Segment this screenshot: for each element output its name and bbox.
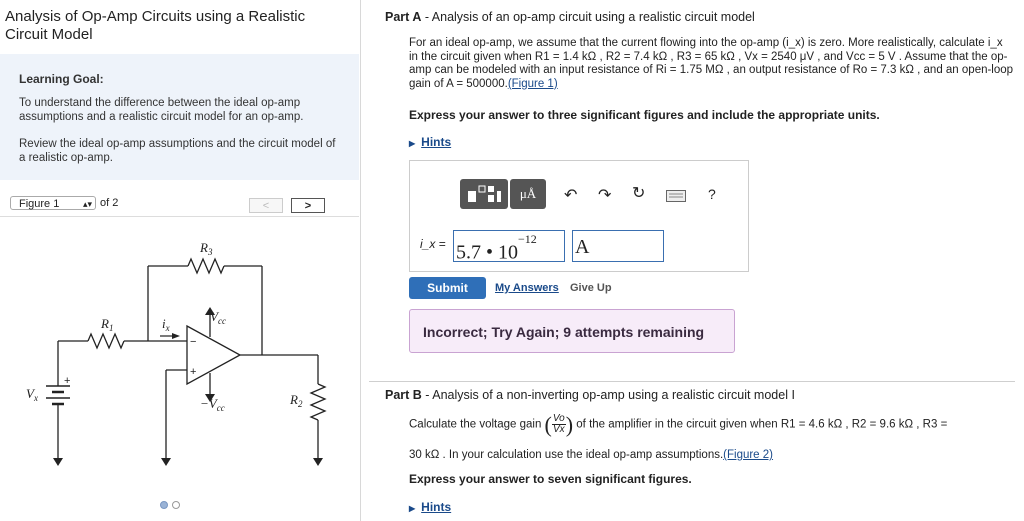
- prev-figure-button[interactable]: <: [249, 198, 283, 213]
- feedback-message: Incorrect; Try Again; 9 attempts remaining: [409, 309, 735, 353]
- figure-divider: [0, 216, 359, 217]
- learning-goal-text: To understand the difference between the ideal op-amp assumptions and a realistic circuit model for an op-amp.: [19, 97, 304, 123]
- redo-icon[interactable]: ↷: [598, 187, 612, 204]
- part-divider: [369, 381, 1015, 382]
- my-answers-link[interactable]: My Answers: [495, 282, 559, 294]
- part-b-title: Part B - Analysis of a non-inverting op-amp using a realistic circuit model I: [385, 388, 795, 402]
- part-a-hints-link[interactable]: Hints: [421, 135, 452, 149]
- circuit-diagram: [0, 218, 359, 488]
- figure-1-link[interactable]: (Figure 1): [507, 77, 558, 90]
- figure-select[interactable]: [10, 196, 96, 210]
- part-b-problem-text-2: 30 kΩ . In your calculation use the ideal op-amp assumptions.(Figure 2): [409, 449, 774, 461]
- answer-value-input[interactable]: 5.7 • $10^{-12}$: [453, 230, 565, 262]
- page-dot-2[interactable]: [172, 501, 180, 509]
- part-b-instruction: Express your answer to seven significant figures.: [409, 472, 692, 486]
- answer-units-input[interactable]: A: [572, 230, 664, 262]
- templates-icon: [460, 179, 508, 209]
- part-a-problem-text: For an ideal op-amp, we assume that the current flowing into the op-amp (i_x) is zero. More realistically, calculate i_x in the circuit given when R1 = 1.4 kΩ , R2 = 7.4 kΩ , R3 = 65 kΩ , Vx = 2540 μV , and Vcc = 5 V . Assume that the op-amp can be modeled with an input resistance of Ri = 1.75 MΩ , an output resistance of Ro = 7.3 kΩ , and an open-loop gain of A = 500000.(Figure 1): [409, 37, 1014, 90]
- answer-box: [409, 160, 749, 272]
- expand-triangle-icon: ▶: [409, 504, 416, 513]
- r3-label: $R_3$: [200, 240, 213, 257]
- ix-label: $i_x$: [162, 316, 170, 333]
- figure-pager: [160, 496, 184, 514]
- r1-label: $R_1$: [101, 316, 114, 333]
- learning-goal-heading: Learning Goal:: [19, 72, 104, 86]
- part-b-problem-text: Calculate the voltage gain ( $\frac{Vo}{Vx}$) of the amplifier in the circuit given when R1 = 4.6 kΩ , R2 = 9.6 kΩ , R3 =: [409, 411, 948, 437]
- part-a-hints[interactable]: [409, 135, 451, 149]
- page-title: Analysis of Op-Amp Circuits using a Realistic Circuit Model: [5, 8, 306, 43]
- figure-select-value: Figure 1: [19, 198, 60, 210]
- select-arrows-icon: ▴▾: [82, 199, 92, 209]
- battery-plus: +: [64, 375, 71, 387]
- page-dot-1[interactable]: [160, 501, 168, 509]
- vx-label: $V_x$: [26, 386, 38, 403]
- undo-icon[interactable]: ↶: [564, 187, 578, 204]
- give-up-link[interactable]: Give Up: [570, 282, 612, 294]
- figure-count: of 2: [100, 197, 119, 209]
- expand-triangle-icon: ▶: [409, 139, 416, 148]
- submit-button[interactable]: Submit: [409, 277, 486, 299]
- left-panel: [0, 0, 361, 521]
- part-a-instruction: Express your answer to three significant figures and include the appropriate units.: [409, 108, 880, 122]
- main-content: [361, 0, 1024, 521]
- r2-label: $R_2$: [290, 392, 303, 409]
- vcc-label: $V_{cc}$: [210, 309, 226, 326]
- opamp-minus: −: [190, 336, 197, 348]
- next-figure-button[interactable]: >: [291, 198, 325, 213]
- reset-icon[interactable]: ↻: [632, 185, 646, 202]
- answer-variable-label: i_x =: [420, 237, 446, 251]
- part-b-hints[interactable]: [409, 500, 451, 514]
- part-a-title: Part A - Analysis of an op-amp circuit using a realistic circuit model: [385, 10, 755, 24]
- figure-2-link[interactable]: (Figure 2): [723, 449, 774, 461]
- opamp-plus: +: [190, 366, 197, 378]
- review-text: Review the ideal op-amp assumptions and the circuit model of a realistic op-amp.: [19, 138, 336, 164]
- neg-vcc-label: $-V_{cc}$: [200, 396, 225, 413]
- keyboard-icon[interactable]: [666, 189, 686, 207]
- templates-button[interactable]: [460, 179, 508, 209]
- help-icon[interactable]: ?: [708, 186, 716, 202]
- part-b-hints-link[interactable]: Hints: [421, 500, 452, 514]
- units-button[interactable]: μÅ: [510, 179, 546, 209]
- gain-fraction: $\frac{Vo}{Vx}$: [552, 413, 565, 435]
